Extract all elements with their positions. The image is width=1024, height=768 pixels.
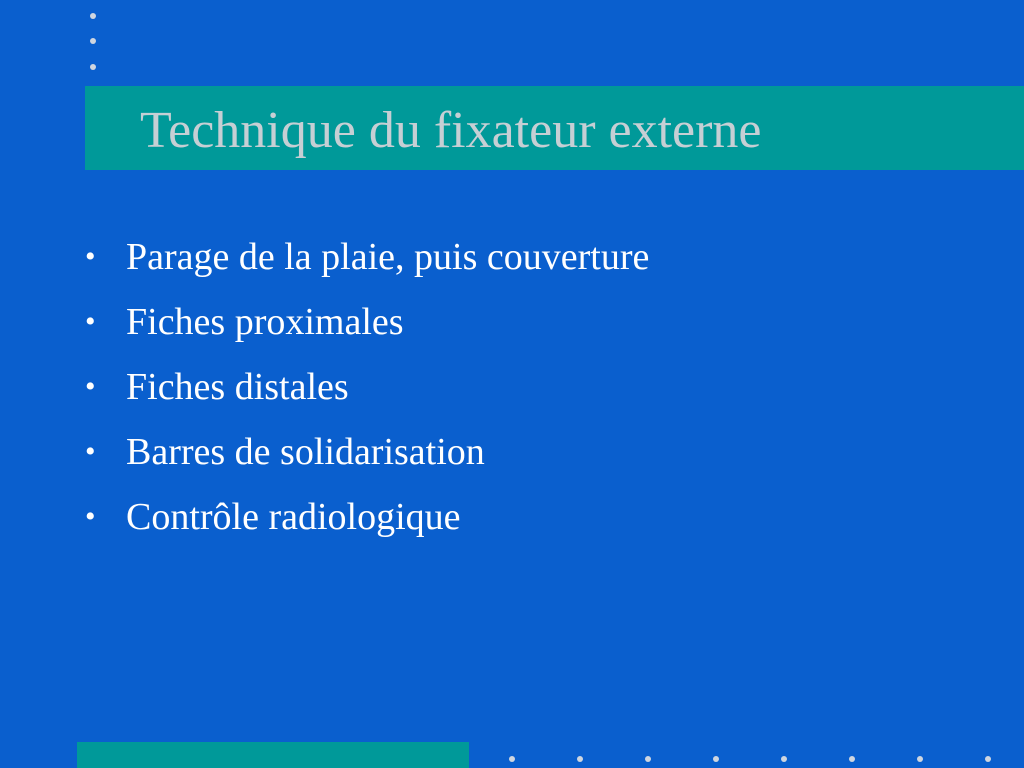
bullet-item bbox=[85, 227, 649, 292]
bullet-item bbox=[85, 357, 649, 422]
decor-dot bbox=[577, 756, 583, 762]
slide-title: Technique du fixateur externe bbox=[140, 102, 762, 159]
bullet-text: Fiches proximales bbox=[126, 301, 404, 343]
decor-dot bbox=[509, 756, 515, 762]
bullet-icon: • bbox=[85, 305, 96, 338]
footer-band bbox=[77, 742, 469, 768]
decor-dot bbox=[645, 756, 651, 762]
decor-dot bbox=[90, 64, 96, 70]
bullet-icon: • bbox=[85, 435, 96, 468]
bullet-item bbox=[85, 487, 649, 552]
bullet-text: Contrôle radiologique bbox=[126, 496, 461, 538]
decor-dot bbox=[985, 756, 991, 762]
decor-dot bbox=[90, 38, 96, 44]
bullet-item bbox=[85, 292, 649, 357]
decor-dot bbox=[713, 756, 719, 762]
bullet-icon: • bbox=[85, 370, 96, 403]
decor-dot bbox=[90, 13, 96, 19]
bullet-text: Parage de la plaie, puis couverture bbox=[126, 236, 650, 278]
bullet-text: Fiches distales bbox=[126, 366, 349, 408]
decor-dot bbox=[917, 756, 923, 762]
bullet-item bbox=[85, 422, 649, 487]
decor-dot bbox=[849, 756, 855, 762]
bullet-icon: • bbox=[85, 500, 96, 533]
bullet-list bbox=[85, 227, 649, 552]
bullet-text: Barres de solidarisation bbox=[126, 431, 485, 473]
bullet-icon: • bbox=[85, 240, 96, 273]
decor-dot bbox=[781, 756, 787, 762]
